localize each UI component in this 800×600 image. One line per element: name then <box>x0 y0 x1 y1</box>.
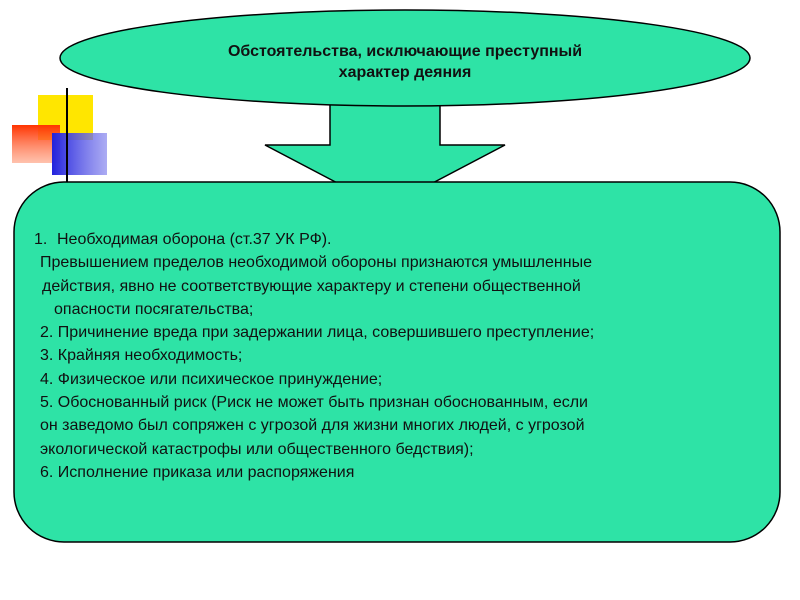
title-line-2: характер деяния <box>338 64 472 81</box>
list-item-3: 3. Крайняя необходимость; <box>40 347 243 365</box>
list-item-1-description-line-3: опасности посягательства; <box>54 300 254 318</box>
list-item-4: 4. Физическое или психическое принуждение; <box>40 370 383 388</box>
list-item-1-description-line-2: действия, явно не соответствующие характеру и степени общественной <box>42 277 581 295</box>
diagram-title <box>160 28 650 96</box>
list-item-5-line-3: экологической катастрофы или общественного бедствия); <box>40 440 474 458</box>
list-item-6: 6. Исполнение приказа или распоряжения <box>40 463 355 481</box>
list-item-1-description-line-1: Превышением пределов необходимой обороны признаются умышленные <box>40 254 592 272</box>
list-item-1-title: Необходимая оборона (ст.37 УК РФ). <box>57 231 332 248</box>
blue-square <box>52 133 107 175</box>
list-item-2: 2. Причинение вреда при задержании лица, совершившего преступление; <box>40 324 595 342</box>
list-item-1-number: 1. <box>34 231 48 248</box>
list-item-1-heading <box>20 228 760 251</box>
list-item-5-line-2: он заведомо был сопряжен с угрозой для жизни многих людей, с угрозой <box>40 417 585 435</box>
list-item-5-line-1: 5. Обоснованный риск (Риск не может быть признан обоснованным, если <box>40 394 588 412</box>
title-line-1: Обстоятельства, исключающие преступный <box>227 43 583 60</box>
circumstances-list <box>20 228 760 508</box>
